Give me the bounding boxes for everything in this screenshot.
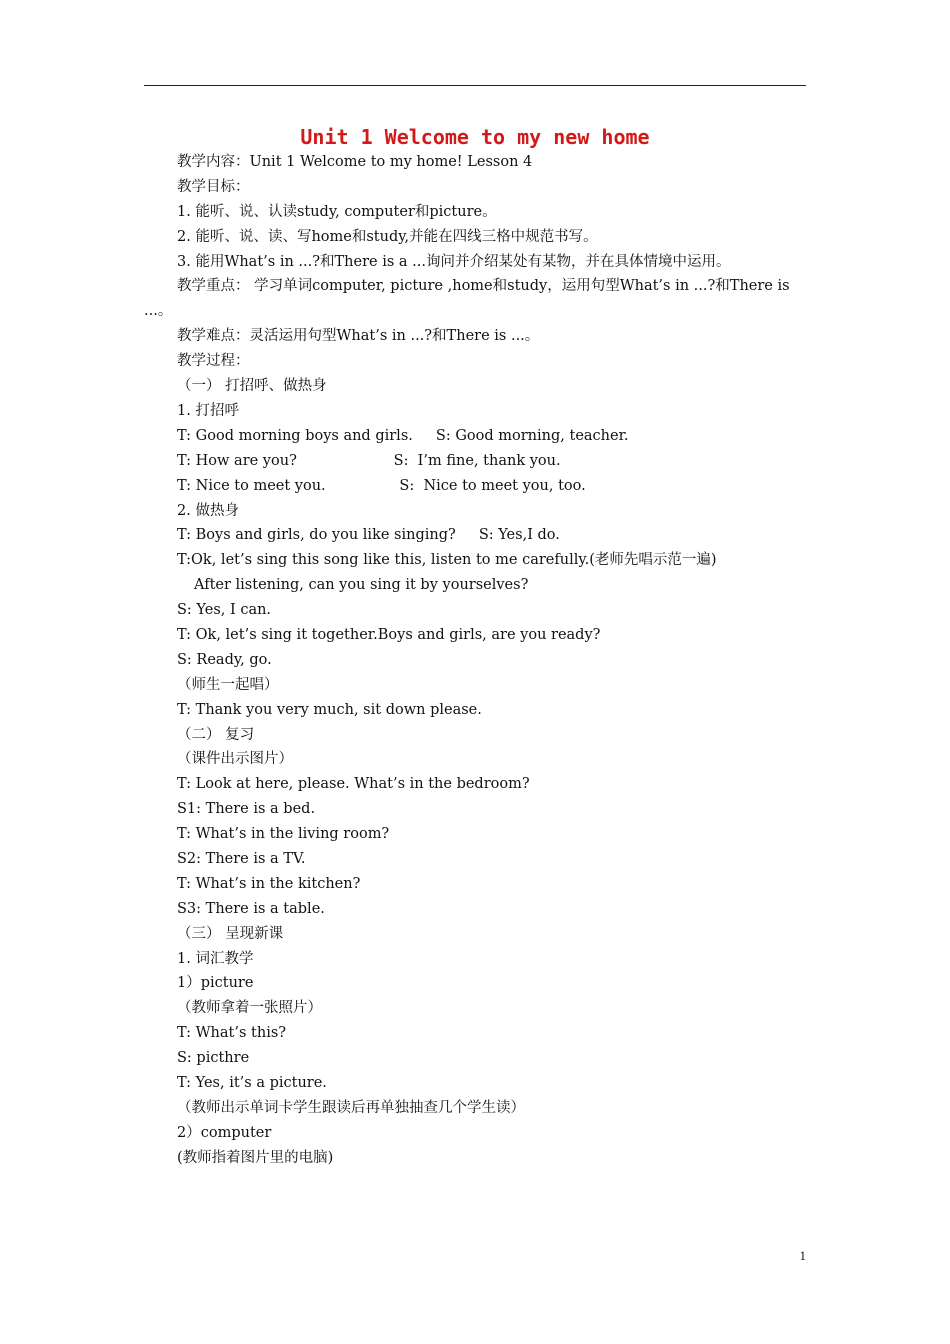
text-line: T: Ok, let’s sing it together.Boys and girls, are you ready? <box>177 626 601 643</box>
text-line: 3. 能用What’s in ...?和There is a ...询问并介绍某处有某物，并在具体情境中运用。 <box>177 253 731 270</box>
text-line: T: How are you? S: I’m fine, thank you. <box>177 452 561 469</box>
text-line: （一） 打招呼、做热身 <box>177 378 327 395</box>
text-line: （师生一起唱） <box>177 676 279 693</box>
text-line: 教学过程： <box>177 353 250 370</box>
text-line: T: What’s in the kitchen? <box>177 875 361 892</box>
text-line: S3: There is a table. <box>177 900 325 917</box>
text-line: 教学难点：灵活运用句型What’s in ...?和There is ...。 <box>177 328 540 345</box>
text-line: T: What’s this? <box>177 1025 287 1042</box>
text-line: 1. 打招呼 <box>177 402 239 419</box>
text-line: 1）picture <box>177 975 254 992</box>
document-title: Unit 1 Welcome to my new home <box>300 125 650 149</box>
page-number: 1 <box>799 1248 806 1263</box>
text-line: 1. 能听、说、认读study, computer和picture。 <box>177 203 497 220</box>
text-line: 1. 词汇教学 <box>177 950 254 967</box>
text-line: S1: There is a bed. <box>177 801 316 818</box>
text-line: T: Thank you very much, sit down please. <box>177 701 482 718</box>
text-line: 教学目标： <box>177 178 250 195</box>
text-line: T: Boys and girls, do you like singing? S: Yes,I do. <box>177 527 560 544</box>
text-line: 2. 能听、说、读、写home和study,并能在四线三格中规范书写。 <box>177 228 598 245</box>
text-line: T: Look at here, please. What’s in the bedroom? <box>177 776 530 793</box>
text-line: S: picthre <box>177 1050 250 1067</box>
text-line: 教学重点： 学习单词computer, picture ,home和study，运用句型What’s in ...?和There is ...。 <box>144 278 790 320</box>
text-line: 2）computer <box>177 1124 272 1141</box>
text-line: （教师拿着一张照片） <box>177 1000 322 1017</box>
text-line: (教师指着图片里的电脑) <box>177 1149 334 1166</box>
text-line: T: What’s in the living room? <box>177 826 390 843</box>
text-line: T:Ok, let’s sing this song like this, listen to me carefully.(老师先唱示范一遍) <box>177 552 717 569</box>
text-line: S: Ready, go. <box>177 651 272 668</box>
text-line: （课件出示图片） <box>177 751 293 768</box>
text-line: 2. 做热身 <box>177 502 239 519</box>
text-line: 教学内容：Unit 1 Welcome to my home! Lesson 4 <box>177 154 533 170</box>
document-body <box>144 150 808 1171</box>
text-line: （三） 呈现新课 <box>177 925 284 942</box>
text-line: （二） 复习 <box>177 726 255 743</box>
text-line: After listening, can you sing it by yourselves? <box>194 577 529 594</box>
text-line: T: Nice to meet you. S: Nice to meet you, too. <box>177 477 586 494</box>
text-line: T: Good morning boys and girls. S: Good morning, teacher. <box>177 427 629 444</box>
text-line: S2: There is a TV. <box>177 851 306 867</box>
text-line: （教师出示单词卡学生跟读后再单独抽查几个学生读） <box>177 1099 525 1116</box>
header-rule <box>144 85 806 86</box>
text-line: T: Yes, it’s a picture. <box>177 1075 327 1092</box>
text-line: S: Yes, I can. <box>177 602 272 619</box>
